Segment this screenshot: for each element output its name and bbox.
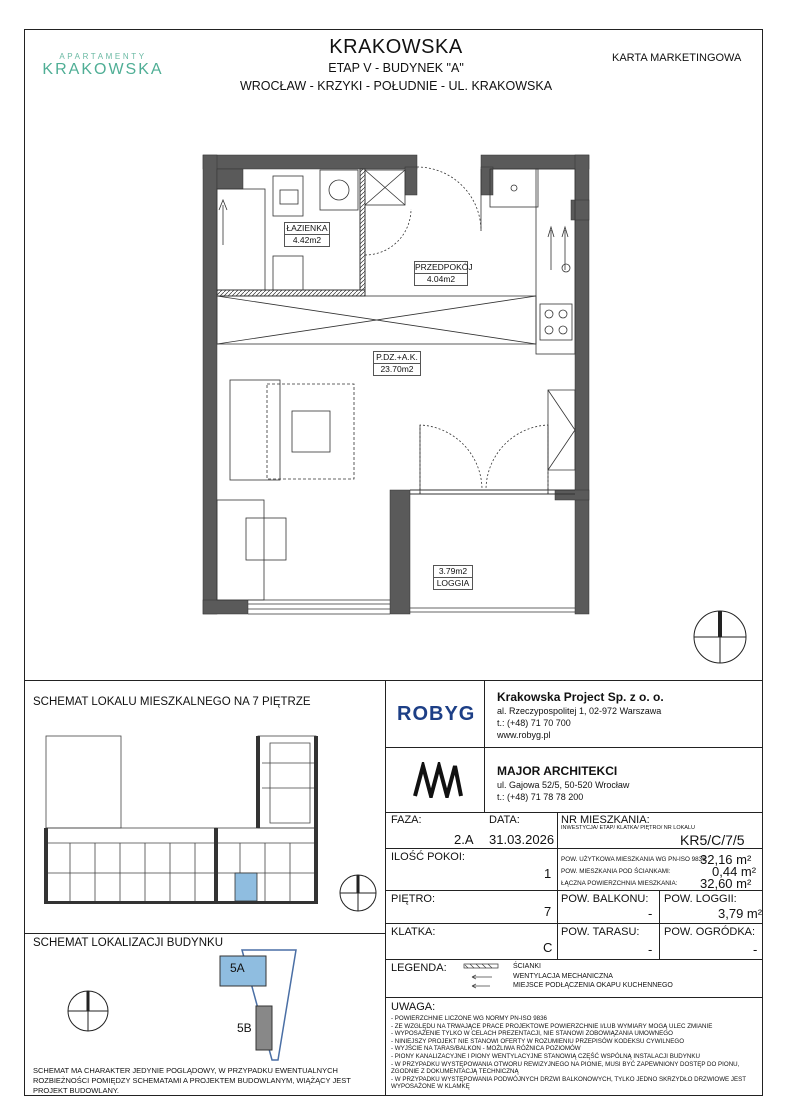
north-arrow-small-icon	[338, 873, 378, 913]
nr-label: NR MIESZKANIA:	[561, 814, 650, 826]
brand-logo-line1: APARTAMENTY	[59, 52, 147, 61]
legend-wall-icon	[464, 964, 498, 968]
terrace-label: POW. TARASU:	[561, 926, 640, 938]
nr-sublabel: INWESTYCJA/ ETAP/ KLATKA/ PIĘTRO/ NR LOKALU	[561, 825, 695, 831]
room-hallway-name: PRZEDPOKÓJ	[415, 262, 473, 272]
developer-phone: t.: (+48) 71 70 700	[497, 718, 571, 728]
loggia-value: 3,79 m²	[718, 906, 763, 921]
room-living-area: 23.70m2	[380, 364, 414, 374]
area-total-value: 32,60 m²	[700, 876, 752, 891]
room-living-label	[373, 351, 421, 376]
outer-walls	[203, 155, 589, 614]
brand-logo-line2: KRAKOWSKA	[42, 61, 164, 78]
legend-item-walls: ŚCIANKI	[513, 963, 542, 970]
balcony-value: -	[648, 906, 653, 921]
card-label: KARTA MARKETINGOWA	[612, 52, 742, 64]
nr-value: KR5/C/7/5	[680, 832, 745, 848]
notes-list	[391, 1015, 757, 1091]
major-architekci-logo-icon	[413, 762, 465, 798]
room-hallway-label	[414, 261, 473, 286]
architect-phone: t.: (+48) 71 78 78 200	[497, 792, 584, 802]
robyg-logo: ROBYG	[397, 703, 476, 725]
floor-scheme-title: SCHEMAT LOKALU MIESZKALNEGO NA 7 PIĘTRZE	[33, 696, 311, 708]
disclaimer: SCHEMAT MA CHARAKTER JEDYNIE POGLĄDOWY, W PRZYPADKU EWENTUALNYCH ROZBIEŻNOŚCI POMIĘDZY SCHEMATAMI A PROJEKTEM BUDOWLANYM, WIĄŻĄCY JEST PROJEKT BUDOWLANY.	[33, 1066, 351, 1095]
room-loggia-area: 3.79m2	[434, 566, 472, 578]
note-item: - W PRZYPADKU WYSTĘPOWANIA OTWORU REWIZYJNEGO NA PIONIE, MUSI BYĆ ZAPEWNIONY DOSTĘP DO PIONU, ZGODNIE Z DOKUMENTACJĄ TECHNICZNĄ	[391, 1060, 740, 1076]
faza-value: 2.A	[454, 832, 474, 847]
note-item: - ZE WZGLĘDU NA TRWAJĄCE PRACE PROJEKTOWE POWIERZCHNIE I/LUB WYMIARY MOGĄ ULEC ZMIANIE	[391, 1022, 713, 1030]
page-subtitle-stage: ETAP V - BUDYNEK "A"	[328, 61, 464, 75]
terrace-value: -	[648, 942, 653, 957]
page-subtitle-address: WROCŁAW - KRZYKI - POŁUDNIE - UL. KRAKOWSKA	[239, 79, 553, 93]
floor-label: PIĘTRO:	[391, 893, 436, 905]
note-item: - POWIERZCHNIE LICZONE WG NORMY PN-ISO 9836	[391, 1015, 547, 1022]
legend-ventilation-icon	[472, 975, 492, 979]
legend-hood-icon	[472, 984, 490, 988]
floor-value: 7	[544, 904, 552, 919]
legend-label: LEGENDA:	[391, 962, 447, 974]
garden-label: POW. OGRÓDKA:	[664, 926, 756, 938]
rooms-value: 1	[544, 866, 552, 881]
notes-label: UWAGA:	[391, 1001, 436, 1013]
area-use-value: 32,16 m²	[700, 852, 752, 867]
note-item: - PIONY KANALIZACYJNE I PIONY WENTYLACYJNE STANOWIĄ CZĘŚĆ WSPÓLNĄ INSTALACJI BUDYNKU	[391, 1052, 700, 1060]
legend-item-hood: MIEJSCE PODŁĄCZENIA OKAPU KUCHENNEGO	[513, 982, 673, 989]
legend-item-ventilation: WENTYLACJA MECHANICZNA	[513, 972, 613, 980]
interior-walls	[217, 169, 575, 494]
room-hallway-area: 4.04m2	[426, 274, 456, 284]
area-walls-label: POW. MIESZKANIA POD ŚCIANKAMI:	[561, 868, 671, 875]
location-building-b: 5B	[237, 1021, 252, 1035]
area-total-label: ŁĄCZNA POWIERZCHNIA MIESZKANIA:	[561, 880, 678, 887]
note-item: - W PRZYPADKU WYSTĘPOWANIA PODWÓJNYCH DRZWI BALKONOWYCH, TYLKO JEDNO SKRZYDŁO DRZWIOWE JEST WYPOSAŻONE W KLAMKĘ	[391, 1075, 746, 1091]
room-loggia-name: LOGGIA	[436, 578, 470, 588]
area-use-label: POW. UŻYTKOWA MIESZKANIA WG PN-ISO 9836:	[561, 856, 708, 863]
stair-value: C	[543, 940, 553, 955]
legend-icons	[462, 962, 502, 992]
living-fixtures	[217, 296, 548, 600]
location-building-a: 5A	[230, 961, 245, 975]
room-loggia-label	[433, 565, 473, 590]
developer-web[interactable]: www.robyg.pl	[497, 730, 551, 740]
architect-address: ul. Gajowa 52/5, 50-520 Wrocław	[497, 780, 630, 790]
note-item: - WYPOSAŻENIE TYLKO W CELACH PREZENTACJI, NIE STANOWI ZOBOWIĄZANIA UMOWNEGO	[391, 1030, 673, 1038]
garden-value: -	[753, 942, 758, 957]
note-item: - NINIEJSZY PROJEKT NIE STANOWI OFERTY W ROZUMIENIU PRZEPISÓW KODEKSU CYWILNEGO	[391, 1037, 685, 1045]
stair-label: KLATKA:	[391, 926, 436, 938]
location-scheme-map	[200, 948, 310, 1064]
room-bathroom-area: 4.42m2	[292, 235, 322, 245]
north-arrow-location-icon	[66, 989, 110, 1033]
kitchen-fixtures	[417, 167, 575, 470]
legend-list	[513, 962, 673, 991]
developer-name: Krakowska Project Sp. z o. o.	[497, 690, 664, 704]
north-arrow-icon	[692, 609, 748, 665]
faza-label: FAZA:	[391, 814, 422, 826]
room-bathroom-label	[284, 222, 330, 247]
architect-name: MAJOR ARCHITEKCI	[497, 764, 618, 778]
floor-scheme-apartment-highlight	[235, 873, 257, 901]
window-south	[248, 600, 575, 614]
floor-scheme-plan	[40, 733, 380, 918]
room-bathroom-name: ŁAZIENKA	[286, 223, 328, 233]
room-living-name: P.DZ.+A.K.	[374, 352, 420, 364]
page-title: KRAKOWSKA	[329, 36, 463, 58]
data-label: DATA:	[489, 814, 520, 826]
data-value: 31.03.2026	[489, 832, 555, 847]
location-scheme-title: SCHEMAT LOKALIZACJI BUDYNKU	[33, 937, 224, 949]
rooms-label: ILOŚĆ POKOI:	[391, 851, 465, 863]
area-walls-value: 0,44 m²	[712, 864, 757, 879]
note-item: - WYJŚCIE NA TARAS/BALKON - MOŻLIWA RÓŻNICA POZIOMÓW	[391, 1045, 581, 1053]
loggia-label: POW. LOGGII:	[664, 893, 737, 905]
balcony-label: POW. BALKONU:	[561, 893, 649, 905]
developer-address: al. Rzeczypospolitej 1, 02-972 Warszawa	[497, 706, 662, 716]
